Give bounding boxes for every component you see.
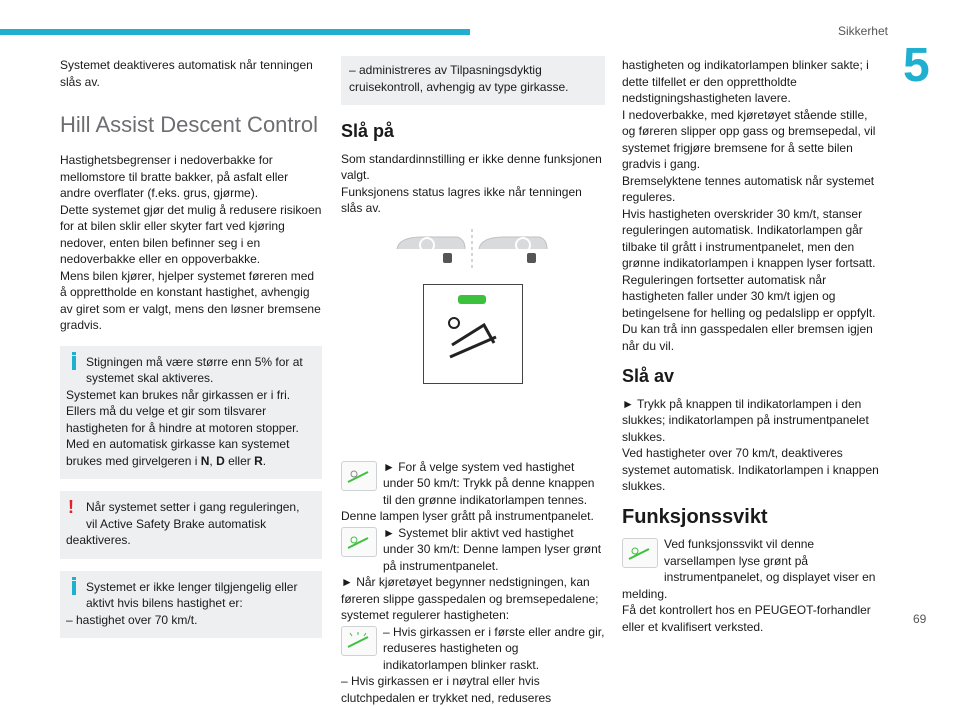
step-descent: ► Når kjøretøyet begynner nedstigningen, kan føreren slippe gasspedalen og bremsepedalene; systemet regulerer hastigheten: (341, 575, 599, 622)
page-number: 69 (913, 612, 927, 626)
intro-text: Systemet deaktiveres automatisk når tenningen slås av. (60, 58, 313, 89)
column-2 (341, 56, 605, 706)
hill-descent-icon (341, 461, 377, 491)
step-gear-text: – Hvis girkassen er i første eller andre gir, reduseres hastigheten og indikatorlampen blinker raskt. (383, 624, 605, 672)
info-icon (69, 581, 79, 595)
hill-descent-icon (424, 285, 522, 383)
hill-descent-icon (341, 527, 377, 557)
malfunction-text: Ved funksjonssvikt vil denne varsellampen lyse grønt på instrumentpanelet, og displayet viser en melding. Få det kontrollert hos en PEUGEOT-forhandler eller et kvalifisert verksted. (622, 537, 876, 634)
info-icon (69, 356, 79, 370)
switch-on-body: Som standardinnstilling er ikke denne funksjonen valgt. Funksjonens status lagres ikke når tenningen slås av. (341, 151, 602, 215)
column-3 (622, 57, 884, 635)
heading-switch-on: Slå på (341, 121, 395, 141)
chapter-number: 5 (903, 39, 930, 92)
steering-wheel-icon (387, 227, 557, 271)
availability-lead: Systemet er ikke lenger tilgjengelig eller aktivt hvis bilens hastighet er: (86, 579, 298, 610)
step-active (341, 525, 605, 575)
hill-descent-button (423, 284, 523, 384)
continued-body: hastigheten og indikatorlampen blinker sakte; i dette tilfellet er den opprettholdte nedstigningshastigheten lavere. I nedoverbakke, med kjøretøyet stående stille, og føreren slipper opp gass og bremsepedal, vil systemet frigjøre bremsene for å sette bilen gradvis i gang. Bremselyktene tennes automatisk når systemet reguleres. Hvis hastigheten overskrider 30 km/t, stanser reguleringen automatisk. Indikatorlampen går tilbake til grått i instrumentpanelet, men den grønne indikatorlampen i knappen lyser fortsatt. Reguleringen fortsetter automatisk når hastigheten faller under 30 km/t igjen og betingelsene for helling og pedalslipp er oppfylt. Du kan trå inn gasspedalen eller bremsen igjen når du vil. (622, 58, 876, 353)
column-1 (60, 57, 322, 638)
header-accent-bar (0, 29, 470, 35)
malfunction-block (622, 536, 884, 635)
step-neutral: – Hvis girkassen er i nøytral eller hvis clutchpedalen er trykket ned, reduseres (341, 674, 552, 705)
hill-descent-icon (341, 626, 377, 656)
step-gear (341, 624, 605, 674)
warning-note-text: deaktiveres. (66, 533, 131, 547)
step-active-text: ► Systemet blir aktivt ved hastighet under 30 km/t: Denne lampen lyser grønt på instrumentpanelet. (383, 525, 602, 573)
body-text: Hastighetsbegrenser i nedoverbakke for mellomstore til bratte bakker, på asfalt eller andre overflater (f.eks. grus, gjørme). Dette systemet gjør det mulig å redusere risikoen for at bilen sklir eller skyter fart ved kjøring nedover, enten bilen befinner seg i en nedoverbakke eller en oppoverbakke. Mens bilen kjører, hjelper systemet føreren med å opprettholde en konstant hastighet, avhengig av giret som er valgt, mens den løsner bremsene gradvis. (60, 153, 322, 332)
heading-switch-off: Slå av (622, 366, 675, 386)
hill-descent-icon (622, 538, 658, 568)
step-select (341, 459, 605, 525)
controls-figure (341, 217, 605, 459)
continued-note-text: – administreres av Tilpasningsdyktig cruisekontroll, avhengig av type girkasse. (349, 63, 569, 94)
availability-item: – hastighet over 70 km/t. (66, 612, 198, 627)
section-heading: Hill Assist Descent Control (60, 112, 318, 137)
info-note-lead: Stigningen må være større enn 5% for at systemet skal aktiveres. (86, 354, 303, 385)
warning-note (60, 491, 322, 559)
info-note-availability (60, 571, 322, 639)
warning-note-lead: Når systemet setter i gang reguleringen, vil Active Safety Brake automatisk (86, 500, 300, 531)
warning-icon: ! (68, 497, 74, 517)
step-select-text: ► For å velge system ved hastighet under 50 km/t: Trykk på denne knappen til den grønne indikatorlampen tennes. Denne lampen lyser grått på instrumentpanelet. (341, 459, 595, 523)
info-note-text: Systemet kan brukes når girkassen er i fri. Ellers må du velge et gir som tilsvarer hastigheten for å hindre at motoren stopper. Med en automatisk girkasse kan systemet brukes med girvelgeren i N, D eller R. (66, 387, 299, 468)
section-title: Sikkerhet (837, 24, 888, 38)
continued-note (341, 56, 605, 105)
heading-malfunction: Funksjonssvikt (622, 505, 768, 528)
info-note (60, 346, 322, 480)
switch-off-body: ► Trykk på knappen til indikatorlampen i den slukkes; indikatorlampen på instrumentpanelet slukkes. Ved hastigheter over 70 km/t, deaktiveres systemet automatisk. Indikatorlampen i knappen slukkes. (622, 396, 879, 493)
